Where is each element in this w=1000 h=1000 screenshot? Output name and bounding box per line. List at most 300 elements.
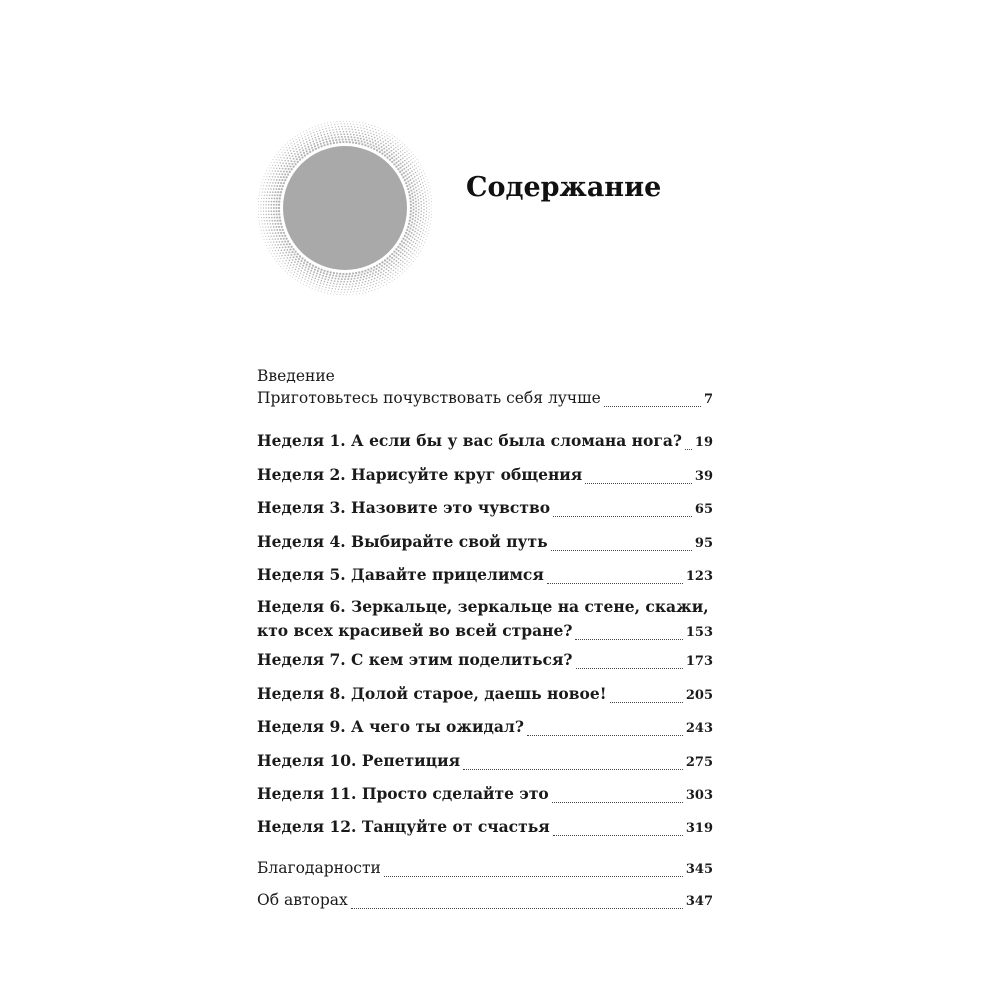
- halo-dot: [385, 143, 387, 145]
- halo-dot: [292, 267, 293, 268]
- halo-dot: [409, 262, 410, 263]
- halo-dot: [391, 261, 393, 263]
- halo-dot: [343, 121, 344, 122]
- halo-dot: [335, 139, 337, 141]
- halo-dot: [393, 148, 395, 150]
- halo-dot: [430, 192, 431, 193]
- halo-dot: [378, 285, 379, 286]
- halo-dot: [395, 154, 397, 156]
- halo-dot: [358, 285, 359, 286]
- halo-dot: [273, 173, 274, 174]
- halo-dot: [265, 173, 266, 174]
- halo-dot: [412, 212, 414, 214]
- halo-dot: [395, 264, 397, 266]
- halo-dot: [395, 150, 397, 152]
- halo-dot: [388, 266, 390, 268]
- halo-dot: [418, 226, 420, 228]
- halo-dot: [317, 267, 319, 269]
- halo-dot: [350, 134, 352, 136]
- halo-dot: [262, 227, 263, 228]
- halo-dot: [391, 253, 393, 255]
- halo-dot: [423, 245, 424, 246]
- toc-item-week-10[interactable]: [257, 749, 713, 773]
- halo-dot: [393, 270, 394, 271]
- halo-dot: [299, 265, 301, 267]
- halo-dot: [407, 151, 408, 152]
- halo-dot: [296, 151, 298, 153]
- halo-dot: [346, 294, 347, 295]
- halo-dot: [268, 188, 269, 189]
- halo-dot: [295, 156, 297, 158]
- halo-dot: [280, 191, 282, 193]
- halo-dot: [359, 282, 361, 284]
- halo-dot: [418, 242, 419, 243]
- halo-dot: [415, 179, 417, 181]
- halo-dot: [292, 155, 294, 157]
- toc-item-week-2[interactable]: [257, 463, 713, 487]
- halo-dot: [376, 132, 377, 133]
- halo-dot: [362, 136, 364, 138]
- halo-dot: [308, 268, 310, 270]
- toc-item-week-1[interactable]: [257, 429, 713, 453]
- toc-page-number: 65: [694, 502, 713, 517]
- halo-dot: [367, 129, 368, 130]
- halo-dot: [283, 157, 284, 158]
- halo-dot: [299, 159, 301, 161]
- halo-dot: [375, 268, 377, 270]
- halo-dot: [291, 153, 293, 155]
- toc-item-week-3[interactable]: [257, 496, 713, 520]
- halo-dot: [350, 136, 352, 138]
- halo-dot: [278, 264, 279, 265]
- halo-dot: [356, 124, 357, 125]
- halo-dot: [428, 219, 429, 220]
- halo-dot: [277, 220, 279, 222]
- halo-dot: [271, 220, 273, 222]
- halo-dot: [411, 232, 413, 234]
- halo-dot: [424, 181, 425, 182]
- halo-dot: [298, 281, 299, 282]
- halo-dot: [279, 241, 281, 243]
- halo-dot: [276, 261, 277, 262]
- halo-dot: [283, 244, 285, 246]
- halo-dot: [318, 127, 319, 128]
- halo-dot: [393, 258, 395, 260]
- halo-dot: [304, 281, 305, 282]
- halo-dot: [337, 134, 339, 136]
- halo-dot: [411, 182, 413, 184]
- toc-item-about-authors[interactable]: [257, 888, 713, 912]
- halo-dot: [415, 187, 417, 189]
- halo-dot: [394, 136, 395, 137]
- halo-dot: [316, 142, 318, 144]
- halo-dot: [402, 238, 404, 240]
- toc-item-week-5[interactable]: [257, 563, 713, 587]
- halo-dot: [374, 278, 376, 280]
- halo-dot: [409, 216, 411, 218]
- halo-dot: [367, 145, 369, 147]
- halo-dot: [376, 283, 377, 284]
- halo-dot: [273, 210, 275, 212]
- halo-dot: [283, 147, 284, 148]
- toc-item-week-8[interactable]: [257, 682, 713, 706]
- halo-dot: [362, 293, 363, 294]
- halo-dot: [417, 199, 419, 201]
- halo-dot: [395, 260, 397, 262]
- halo-dot: [426, 204, 427, 205]
- halo-dot: [363, 276, 365, 278]
- halo-dot: [274, 170, 275, 171]
- halo-dot: [422, 240, 423, 241]
- halo-dot: [290, 160, 292, 162]
- halo-dot: [292, 148, 293, 149]
- halo-dot: [415, 204, 417, 206]
- halo-dot: [277, 157, 278, 158]
- toc-item-week-9[interactable]: [257, 715, 713, 739]
- halo-dot: [280, 238, 282, 240]
- halo-dot: [333, 294, 334, 295]
- halo-dot: [308, 137, 309, 138]
- halo-dot: [359, 293, 360, 294]
- halo-dot: [303, 143, 305, 145]
- halo-dot: [412, 162, 413, 163]
- halo-dot: [265, 188, 266, 189]
- halo-dot: [411, 264, 412, 265]
- halo-dot: [409, 149, 410, 150]
- halo-dot: [288, 163, 290, 165]
- halo-dot: [279, 168, 281, 170]
- halo-dot: [344, 278, 346, 280]
- halo-dot: [410, 247, 412, 249]
- halo-dot: [350, 291, 351, 292]
- halo-dot: [361, 130, 362, 131]
- halo-dot: [369, 140, 371, 142]
- halo-dot: [311, 136, 312, 137]
- halo-dot: [426, 176, 427, 177]
- halo-dot: [264, 220, 265, 221]
- halo-dot: [276, 213, 278, 215]
- halo-dot: [395, 143, 396, 144]
- halo-dot: [423, 196, 424, 197]
- halo-dot: [308, 148, 310, 150]
- halo-dot: [368, 137, 370, 139]
- halo-dot: [402, 153, 403, 154]
- halo-dot: [393, 145, 394, 146]
- halo-dot: [351, 289, 352, 290]
- halo-dot: [267, 223, 268, 224]
- halo-dot: [271, 179, 272, 180]
- halo-dot: [379, 136, 380, 137]
- halo-dot: [388, 148, 390, 150]
- halo-dot: [273, 207, 275, 209]
- halo-dot: [338, 126, 339, 127]
- halo-dot: [423, 178, 424, 179]
- halo-dot: [265, 236, 266, 237]
- halo-dot: [278, 210, 280, 212]
- halo-dot: [424, 226, 425, 227]
- halo-dot: [263, 214, 264, 215]
- halo-dot: [277, 162, 278, 163]
- halo-dot: [423, 212, 424, 213]
- toc-item-label: Неделя 9. А чего ты ожидал?: [257, 717, 524, 736]
- halo-dot: [318, 125, 319, 126]
- halo-dot: [395, 162, 397, 164]
- halo-dot: [307, 271, 309, 273]
- toc-item-label: Приготовьтесь почувствовать себя лучше: [257, 389, 601, 407]
- halo-dot: [312, 276, 314, 278]
- halo-dot: [407, 147, 408, 148]
- halo-dot: [378, 148, 380, 150]
- halo-dot: [261, 185, 262, 186]
- halo-dot: [417, 170, 418, 171]
- halo-dot: [416, 240, 417, 241]
- halo-dot: [402, 142, 403, 143]
- halo-dot: [347, 292, 348, 293]
- halo-dot: [424, 223, 425, 224]
- halo-dot: [368, 291, 369, 292]
- halo-dot: [408, 223, 410, 225]
- toc-page-number: 19: [694, 435, 713, 450]
- halo-dot: [338, 275, 340, 277]
- halo-dot: [415, 217, 417, 219]
- halo-dot: [321, 277, 323, 279]
- halo-dot: [281, 188, 283, 190]
- halo-dot: [274, 238, 276, 240]
- halo-dot: [374, 126, 375, 127]
- halo-dot: [381, 135, 382, 136]
- halo-dot: [279, 220, 281, 222]
- halo-dot: [403, 172, 405, 174]
- halo-dot: [277, 176, 279, 178]
- halo-dot: [269, 176, 270, 177]
- halo-dot: [379, 278, 380, 279]
- halo-dot: [275, 207, 277, 209]
- halo-dot: [294, 253, 296, 255]
- halo-dot: [408, 249, 410, 251]
- toc-item-week-7[interactable]: [257, 648, 713, 672]
- halo-dot: [347, 281, 349, 283]
- toc-page-number: 347: [685, 894, 713, 909]
- halo-dot: [344, 289, 345, 290]
- halo-dot: [291, 145, 292, 146]
- halo-dot: [289, 158, 291, 160]
- halo-dot: [400, 263, 401, 264]
- halo-dot: [278, 200, 280, 202]
- halo-dot: [298, 146, 300, 148]
- halo-dot: [273, 235, 275, 237]
- halo-dot: [277, 170, 279, 172]
- halo-dot: [385, 275, 386, 276]
- halo-dot: [298, 258, 300, 260]
- halo-dot: [422, 222, 423, 223]
- halo-dot: [284, 160, 286, 162]
- halo-dot: [392, 138, 393, 139]
- halo-dot: [264, 176, 265, 177]
- halo-dot: [289, 260, 291, 262]
- halo-dot: [269, 245, 270, 246]
- halo-dot: [409, 242, 411, 244]
- toc-item-week-4[interactable]: [257, 530, 713, 554]
- halo-dot: [381, 268, 383, 270]
- halo-dot: [412, 166, 413, 167]
- halo-dot: [312, 127, 313, 128]
- halo-dot: [316, 284, 317, 285]
- halo-dot: [360, 127, 361, 128]
- halo-dot: [426, 214, 427, 215]
- halo-dot: [417, 193, 419, 195]
- toc-item-label: Неделя 2. Нарисуйте круг общения: [257, 465, 583, 484]
- toc-intro-heading-label: Введение: [257, 367, 335, 385]
- halo-dot: [290, 254, 292, 256]
- halo-dot: [269, 170, 270, 171]
- halo-dot: [379, 151, 381, 153]
- halo-dot: [352, 272, 354, 274]
- halo-dot: [286, 165, 288, 167]
- halo-dot: [395, 271, 396, 272]
- halo-dot: [338, 136, 340, 138]
- halo-dot: [410, 159, 411, 160]
- halo-dot: [259, 192, 260, 193]
- halo-dot: [379, 263, 381, 265]
- halo-dot: [302, 277, 303, 278]
- halo-dot: [270, 207, 272, 209]
- halo-dot: [370, 285, 371, 286]
- halo-dot: [368, 280, 370, 282]
- halo-dot: [385, 272, 387, 274]
- halo-dot: [258, 214, 259, 215]
- halo-dot: [281, 249, 283, 251]
- halo-dot: [419, 181, 420, 182]
- halo-dot: [406, 158, 407, 159]
- halo-dot: [402, 161, 404, 163]
- halo-dot: [421, 228, 422, 229]
- halo-dot: [287, 160, 289, 162]
- halo-dot: [355, 272, 357, 274]
- halo-dot: [331, 291, 332, 292]
- halo-dot: [395, 248, 397, 250]
- halo-dot: [400, 147, 401, 148]
- halo-dot: [313, 143, 315, 145]
- halo-dot: [413, 205, 415, 207]
- halo-dot: [325, 287, 326, 288]
- halo-dot: [431, 214, 432, 215]
- halo-dot: [343, 294, 344, 295]
- halo-dot: [320, 282, 321, 283]
- halo-dot: [328, 127, 329, 128]
- halo-dot: [349, 283, 351, 285]
- toc-item-intro[interactable]: [257, 386, 713, 410]
- halo-dot: [431, 208, 432, 209]
- halo-dot: [347, 123, 348, 124]
- halo-dot: [280, 258, 281, 259]
- halo-dot: [297, 271, 298, 272]
- halo-dot: [410, 224, 412, 226]
- halo-dot: [281, 226, 283, 228]
- halo-dot: [404, 263, 405, 264]
- halo-dot: [391, 157, 393, 159]
- halo-dot: [362, 133, 364, 135]
- toc-item-week-11[interactable]: [257, 782, 713, 806]
- toc-item-week-12[interactable]: [257, 815, 713, 839]
- toc-item-label: Об авторах: [257, 891, 348, 909]
- halo-dot: [291, 272, 292, 273]
- halo-dot: [391, 161, 393, 163]
- halo-dot: [281, 165, 283, 167]
- halo-dot: [356, 134, 358, 136]
- halo-dot: [410, 207, 412, 209]
- halo-dot: [383, 148, 385, 150]
- toc-item-acknowledgements[interactable]: [257, 856, 713, 880]
- halo-dot: [290, 275, 291, 276]
- halo-dot: [365, 292, 366, 293]
- halo-dot: [258, 208, 259, 209]
- halo-dot: [363, 128, 364, 129]
- halo-dot: [310, 144, 312, 146]
- halo-dot: [328, 138, 330, 140]
- halo-dot: [382, 138, 383, 139]
- halo-dot: [266, 245, 267, 246]
- halo-dot: [268, 242, 269, 243]
- halo-dot: [317, 133, 318, 134]
- halo-dot: [405, 244, 407, 246]
- halo-dot: [421, 207, 423, 209]
- halo-dot: [319, 285, 320, 286]
- halo-dot: [430, 195, 431, 196]
- halo-dot: [305, 148, 307, 150]
- halo-dot: [380, 287, 381, 288]
- halo-dot: [386, 153, 388, 155]
- halo-dot: [296, 273, 297, 274]
- halo-dot: [418, 166, 419, 167]
- toc-page-number: 345: [685, 862, 713, 877]
- halo-dot: [334, 291, 335, 292]
- halo-dot: [332, 129, 333, 130]
- halo-dot: [299, 149, 301, 151]
- halo-dot: [364, 131, 365, 132]
- halo-dot: [387, 273, 388, 274]
- halo-dot: [307, 280, 308, 281]
- halo-dot: [272, 223, 274, 225]
- halo-dot: [345, 141, 347, 143]
- halo-dot: [303, 140, 304, 141]
- halo-dot: [274, 194, 276, 196]
- halo-dot: [351, 275, 353, 277]
- halo-dot: [406, 236, 408, 238]
- toc-intro-heading: [257, 364, 713, 388]
- halo-dot: [417, 196, 419, 198]
- halo-dot: [287, 254, 289, 256]
- halo-dot: [407, 226, 409, 228]
- toc-item-week-6[interactable]: [257, 595, 713, 643]
- halo-dot: [399, 140, 400, 141]
- halo-dot: [397, 273, 398, 274]
- toc-item-label: Неделя 8. Долой старое, даешь новое!: [257, 684, 607, 703]
- halo-dot: [273, 204, 275, 206]
- halo-dot: [296, 139, 297, 140]
- halo-dot: [431, 198, 432, 199]
- halo-dot: [336, 272, 338, 274]
- halo-dot: [258, 198, 259, 199]
- halo-dot: [364, 273, 366, 275]
- halo-dot: [293, 264, 295, 266]
- halo-dot: [409, 187, 411, 189]
- halo-dot: [338, 278, 340, 280]
- halo-dot: [285, 271, 286, 272]
- halo-dot: [338, 289, 339, 290]
- halo-dot: [275, 256, 276, 257]
- halo-dot: [383, 270, 385, 272]
- halo-dot: [287, 142, 288, 143]
